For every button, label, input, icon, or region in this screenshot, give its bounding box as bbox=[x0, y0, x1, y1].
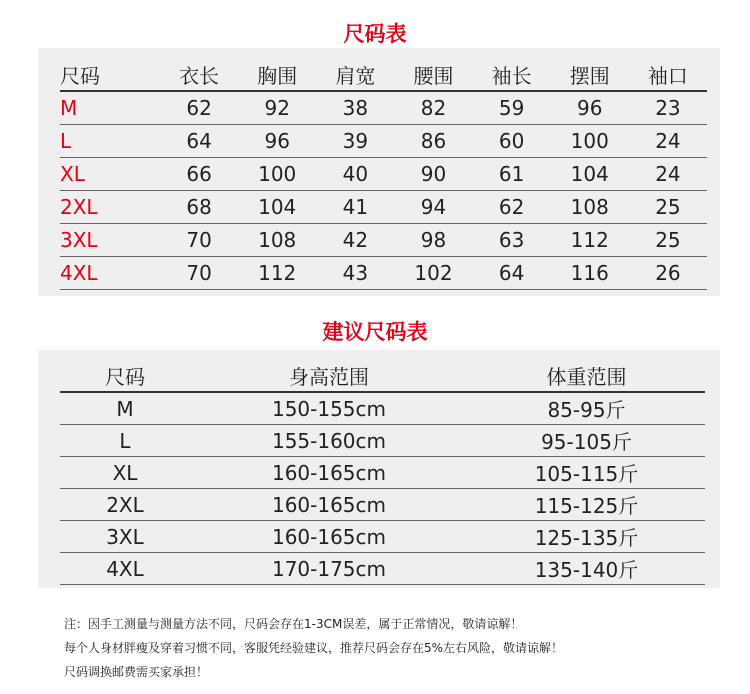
header-cell: 身高范围 bbox=[190, 360, 468, 392]
value-cell: 100 bbox=[238, 158, 316, 191]
value-cell: 90 bbox=[394, 158, 472, 191]
value-cell: 116 bbox=[551, 257, 629, 290]
value-cell: 82 bbox=[394, 91, 472, 125]
header-cell: 肩宽 bbox=[316, 58, 394, 91]
table-row bbox=[60, 91, 707, 125]
size-label-cell: 3XL bbox=[60, 521, 190, 553]
value-cell: 160-165cm bbox=[190, 489, 468, 521]
value-cell: 70 bbox=[160, 224, 238, 257]
size-label-cell: 2XL bbox=[60, 191, 160, 224]
table-row bbox=[60, 521, 705, 553]
recommended-chart-title: 建议尺码表 bbox=[322, 320, 428, 344]
value-cell: 59 bbox=[473, 91, 551, 125]
header-cell: 尺码 bbox=[60, 360, 190, 392]
value-cell: 96 bbox=[551, 91, 629, 125]
header-cell: 体重范围 bbox=[468, 360, 705, 392]
table-row bbox=[60, 553, 705, 585]
header-cell: 腰围 bbox=[394, 58, 472, 91]
size-label-cell: 2XL bbox=[60, 489, 190, 521]
value-cell: 25 bbox=[629, 224, 707, 257]
table-row bbox=[60, 489, 705, 521]
header-cell: 袖口 bbox=[629, 58, 707, 91]
size-label-cell: XL bbox=[60, 457, 190, 489]
value-cell: 108 bbox=[238, 224, 316, 257]
size-chart-header-row bbox=[60, 58, 707, 91]
value-cell: 170-175cm bbox=[190, 553, 468, 585]
header-cell: 尺码 bbox=[60, 58, 160, 91]
value-cell: 68 bbox=[160, 191, 238, 224]
value-cell: 112 bbox=[551, 224, 629, 257]
value-cell: 115-125斤 bbox=[468, 489, 705, 521]
size-label-cell: 3XL bbox=[60, 224, 160, 257]
value-cell: 26 bbox=[629, 257, 707, 290]
value-cell: 70 bbox=[160, 257, 238, 290]
value-cell: 94 bbox=[394, 191, 472, 224]
notes bbox=[64, 612, 563, 684]
value-cell: 112 bbox=[238, 257, 316, 290]
value-cell: 96 bbox=[238, 125, 316, 158]
value-cell: 41 bbox=[316, 191, 394, 224]
value-cell: 95-105斤 bbox=[468, 425, 705, 457]
value-cell: 85-95斤 bbox=[468, 392, 705, 425]
table-row bbox=[60, 392, 705, 425]
table-row bbox=[60, 125, 707, 158]
table-row bbox=[60, 425, 705, 457]
note-line: 注：因手工测量与测量方法不同，尺码会存在1-3CM误差，属于正常情况，敬请谅解！ bbox=[64, 617, 523, 631]
value-cell: 92 bbox=[238, 91, 316, 125]
value-cell: 62 bbox=[160, 91, 238, 125]
recommended-chart-panel bbox=[38, 350, 720, 588]
header-cell: 衣长 bbox=[160, 58, 238, 91]
size-chart-panel bbox=[38, 48, 720, 296]
value-cell: 23 bbox=[629, 91, 707, 125]
table-row bbox=[60, 257, 707, 290]
value-cell: 155-160cm bbox=[190, 425, 468, 457]
table-row bbox=[60, 457, 705, 489]
value-cell: 100 bbox=[551, 125, 629, 158]
value-cell: 40 bbox=[316, 158, 394, 191]
recommended-chart-header-row bbox=[60, 360, 705, 392]
value-cell: 39 bbox=[316, 125, 394, 158]
value-cell: 38 bbox=[316, 91, 394, 125]
value-cell: 24 bbox=[629, 158, 707, 191]
value-cell: 105-115斤 bbox=[468, 457, 705, 489]
value-cell: 104 bbox=[238, 191, 316, 224]
table-row bbox=[60, 158, 707, 191]
size-chart-title: 尺码表 bbox=[343, 22, 407, 46]
value-cell: 160-165cm bbox=[190, 521, 468, 553]
value-cell: 102 bbox=[394, 257, 472, 290]
value-cell: 60 bbox=[473, 125, 551, 158]
header-cell: 胸围 bbox=[238, 58, 316, 91]
value-cell: 160-165cm bbox=[190, 457, 468, 489]
value-cell: 62 bbox=[473, 191, 551, 224]
value-cell: 24 bbox=[629, 125, 707, 158]
size-label-cell: XL bbox=[60, 158, 160, 191]
note-line: 尺码调换邮费需买家承担！ bbox=[64, 665, 209, 679]
value-cell: 61 bbox=[473, 158, 551, 191]
value-cell: 150-155cm bbox=[190, 392, 468, 425]
size-label-cell: M bbox=[60, 91, 160, 125]
header-cell: 袖长 bbox=[473, 58, 551, 91]
table-row bbox=[60, 224, 707, 257]
size-label-cell: L bbox=[60, 125, 160, 158]
size-chart-table bbox=[60, 58, 707, 290]
table-row bbox=[60, 191, 707, 224]
size-label-cell: L bbox=[60, 425, 190, 457]
value-cell: 25 bbox=[629, 191, 707, 224]
value-cell: 86 bbox=[394, 125, 472, 158]
value-cell: 42 bbox=[316, 224, 394, 257]
value-cell: 104 bbox=[551, 158, 629, 191]
value-cell: 108 bbox=[551, 191, 629, 224]
value-cell: 64 bbox=[160, 125, 238, 158]
value-cell: 43 bbox=[316, 257, 394, 290]
value-cell: 135-140斤 bbox=[468, 553, 705, 585]
value-cell: 125-135斤 bbox=[468, 521, 705, 553]
size-label-cell: 4XL bbox=[60, 553, 190, 585]
value-cell: 66 bbox=[160, 158, 238, 191]
size-label-cell: 4XL bbox=[60, 257, 160, 290]
size-label-cell: M bbox=[60, 392, 190, 425]
header-cell: 摆围 bbox=[551, 58, 629, 91]
recommended-chart-table bbox=[60, 360, 705, 585]
value-cell: 63 bbox=[473, 224, 551, 257]
value-cell: 98 bbox=[394, 224, 472, 257]
note-line: 每个人身材胖瘦及穿着习惯不同，客服凭经验建议，推荐尺码会存在5%左右风险，敬请谅解！ bbox=[64, 641, 564, 655]
value-cell: 64 bbox=[473, 257, 551, 290]
